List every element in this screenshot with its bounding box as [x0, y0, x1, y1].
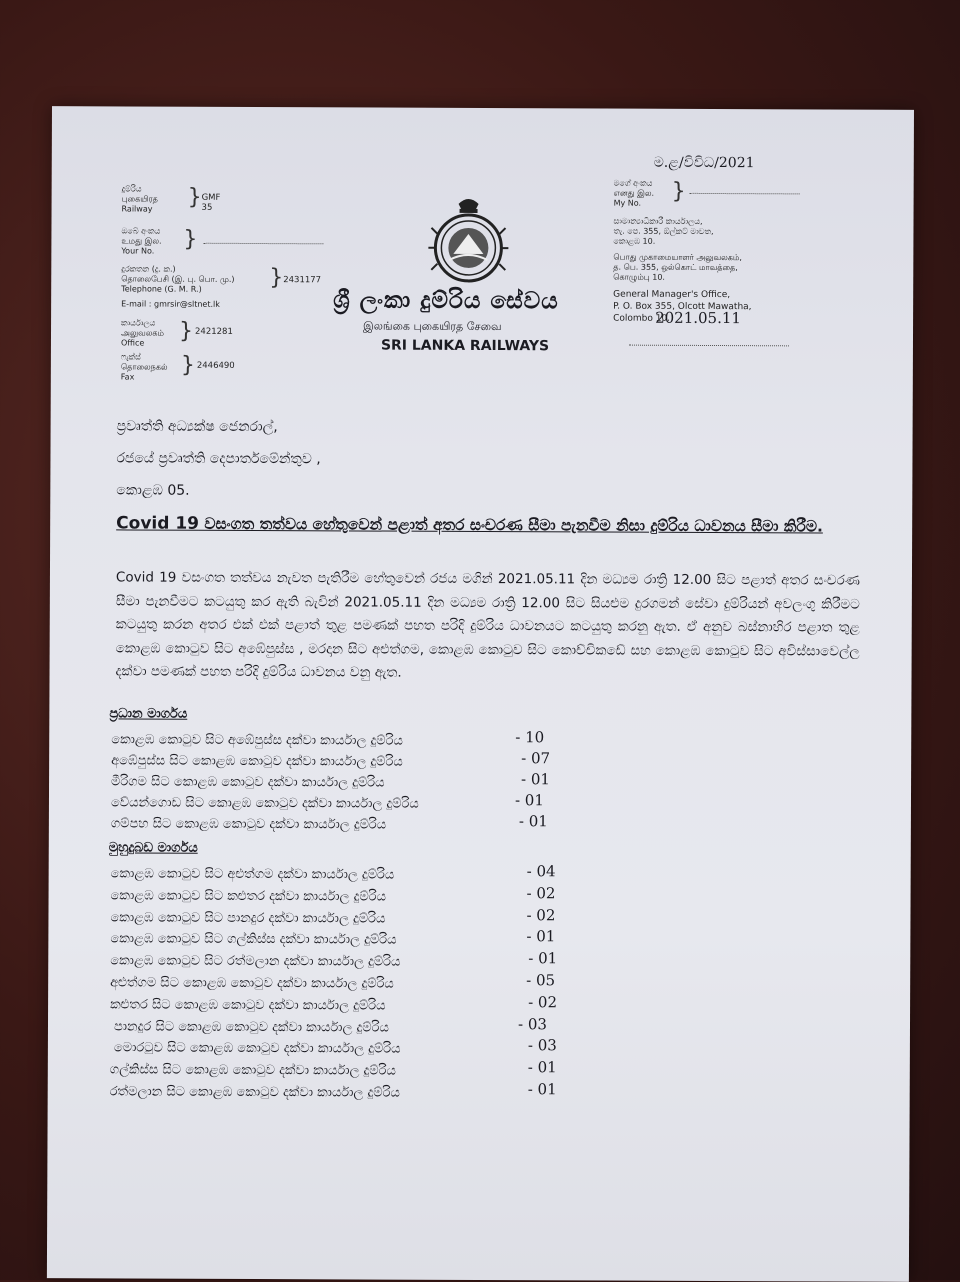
your-no-label-ta: உமது இல.: [121, 236, 161, 246]
train-count: - 01: [528, 1058, 557, 1076]
train-route-item: කොළඹ කොටුව සිට අළුත්ගම දක්වා කාර්යාල දුම්රිය: [111, 866, 395, 882]
your-no-label-en: Your No.: [121, 246, 161, 256]
email-text: E-mail : gmrsir@sltnet.lk: [121, 299, 234, 309]
train-route-item: කොළඹ කොටුව සිට පානදුර දක්වා කාර්යාල දුම්රිය: [110, 910, 385, 926]
railway-label-si: දුම්රිය: [122, 184, 158, 194]
train-route-item: මොරටුව සිට කොළඹ කොටුව දක්වා කාර්යාල දුම්රිය: [114, 1041, 401, 1057]
letter-subject: [116, 508, 856, 541]
office-label-si: කාර්යාලය: [121, 318, 164, 328]
telephone-value: 2431177: [283, 275, 321, 285]
letter-page: [47, 106, 914, 1282]
org-name-sinhala: ශ්‍රී ලංකා දුම්රිය සේවය: [333, 287, 559, 314]
org-name-tamil: இலங்கை புகையிரத சேவை: [363, 319, 502, 335]
office-value: 2421281: [195, 327, 233, 337]
railway-value: GMF 35: [202, 193, 221, 213]
address-en-line: Colombo 10.: [613, 313, 823, 326]
coast-line-list: [52, 106, 914, 110]
letter-body: Covid 19 වසංගත තත්වය නැවත පැතිරීම හේතුවෙන් රජය මගින් 2021.05.11 දින මධ්‍යම රාත්‍රි 12.00 සිට පළාත් අතර සංචරණ සීමා පැනවීමට කටයුතු කර ඇති බැවින් 2021.05.11 දින මධ්‍යම රාත්‍රි 12.00 සිට සියළුම දුරගමන් සේවා දුම්රියන් අවලංගු කිරීමට කටයුතු කරන අතර එක් එක් පළාත් තුළ පමණක් පහත පරිදි දුම්රිය ධාවනයට කටයුතු කරනු ඇත. ඒ අනුව බස්නාහිර පළාත තුළ කොළඹ කොටුව සිට අඹේපුස්ස , මරදාන සිට අළුත්ගම, කොළඹ කොටුව සිට කොච්චිකඩේ සහ කොළඹ කොටුව සිට අවිස්සාවෙල්ල දක්වා පමණක් පහත පරිදි දුම්රිය ධාවනය වනු ඇත.: [115, 566, 860, 687]
telephone-label-en: Telephone (G. M. R.): [121, 284, 234, 294]
fax-label-en: Fax: [121, 372, 168, 382]
train-route-item: රත්මලාන සිට කොළඹ කොටුව දක්වා කාර්යාල දුම්රිය: [110, 1084, 400, 1100]
telephone-field: [121, 264, 234, 309]
address-ta-line: கொழும்பு 10.: [613, 273, 823, 284]
coast-line-heading: මුහුදුබඩ මාර්ගය: [109, 840, 198, 855]
your-no-label-si: ඔබේ අංකය: [121, 226, 161, 236]
your-no-field: [121, 226, 161, 256]
train-count: - 02: [527, 884, 556, 902]
train-route-item: කොළඹ කොටුව සිට අඹේපුස්ස දක්වා කාර්යාල දුම්රිය: [111, 732, 403, 748]
train-route-item: කළුතර සිට කොළඹ කොටුව දක්වා කාර්යාල දුම්රිය: [110, 997, 385, 1013]
train-route-item: වේයන්ගොඩ සිට කොළඹ කොටුව දක්වා කාර්යාල දුම්රිය: [111, 795, 419, 811]
main-line-list: [52, 106, 914, 110]
brace-icon: }: [179, 321, 193, 343]
office-label-en: Office: [121, 338, 164, 348]
address-si-line: සාමාන්‍යාධිකාරී කාර්යාලය,: [613, 217, 823, 228]
fax-field: [121, 352, 168, 382]
brace-icon: }: [672, 181, 686, 203]
railway-crest-logo: [423, 194, 513, 284]
train-count: - 01: [521, 770, 550, 788]
train-route-item: පානදුර සිට කොළඹ කොටුව දක්වා කාර්යාල දුම්රිය: [114, 1019, 389, 1035]
train-count: - 07: [521, 749, 550, 767]
my-no-label-ta: எனது இல.: [614, 189, 654, 199]
train-route-item: කොළඹ කොටුව සිට කළුතර දක්වා කාර්යාල දුම්රිය: [111, 888, 386, 904]
train-count: - 02: [528, 993, 557, 1011]
railway-label-en: Railway: [122, 204, 158, 214]
my-no-label-si: මගේ අංකය: [614, 179, 654, 189]
fax-value: 2446490: [197, 361, 235, 371]
org-name-english: SRI LANKA RAILWAYS: [381, 338, 549, 355]
train-route-item: ගම්පහ සිට කොළඹ කොටුව දක්වා කාර්යාල දුම්රිය: [111, 816, 386, 832]
address-en-line: P. O. Box 355, Olcott Mawatha,: [613, 301, 823, 314]
addressee-line: ප්‍රවෘත්ති අධ්‍යක්ෂ ජෙනරාල්,: [117, 418, 278, 435]
address-ta-line: பொது முகாமையாளர் அலுவலகம்,: [613, 253, 823, 264]
train-count: - 01: [526, 928, 555, 946]
brace-icon: }: [269, 267, 283, 289]
train-count: - 01: [519, 812, 548, 830]
my-no-dotted-line: [690, 193, 800, 194]
train-route-item: කොළඹ කොටුව සිට ගල්කිස්ස දක්වා කාර්යාල දුම්රිය: [110, 932, 396, 948]
train-count: - 01: [528, 949, 557, 967]
railway-field: [122, 184, 158, 214]
subject-text: වසංගත තත්වය හේතුවෙන් පළාත් අතර සංචරණ සීමා පැනවීම නිසා දුම්රිය ධාවනය සීමා කිරීම.: [199, 515, 823, 536]
office-label-ta: அலுவலகம்: [121, 328, 164, 338]
fax-label-ta: தொலைநகல்: [121, 362, 168, 372]
train-count: - 02: [526, 906, 555, 924]
main-line-heading: ප්‍රධාන මාර්ගය: [109, 706, 187, 721]
reference-number: ම.ළ/විවිධ/2021: [654, 155, 755, 171]
my-no-label-en: My No.: [614, 199, 654, 209]
train-count: - 04: [527, 862, 556, 880]
brace-icon: }: [188, 187, 202, 209]
office-field: [121, 318, 164, 348]
address-ta-line: த. பெ. 355, ஒல்கொட் மாவத்தை,: [613, 263, 823, 274]
train-count: - 03: [528, 1037, 557, 1055]
train-count: - 10: [515, 728, 544, 746]
letter-date: 2021.05.11: [655, 309, 741, 327]
train-route-item: ගල්කිස්ස සිට කොළඹ කොටුව දක්වා කාර්යාල දුම්රිය: [110, 1063, 396, 1079]
fax-label-si: ෆැක්ස්: [121, 352, 168, 362]
date-dotted-line: [629, 345, 789, 347]
train-route-item: කොළඹ කොටුව සිට රත්මලාන දක්වා කාර්යාල දුම්රිය: [110, 954, 400, 970]
brace-icon: }: [181, 355, 195, 377]
train-count: - 01: [515, 791, 544, 809]
railway-label-ta: புகையிரத: [122, 194, 158, 204]
train-route-item: මීරිගම සිට කොළඹ කොටුව දක්වා කාර්යාල දුම්රිය: [111, 774, 385, 790]
train-count: - 05: [526, 971, 555, 989]
your-no-dotted-line: [203, 243, 323, 245]
addressee-line: කොළඹ 05.: [116, 482, 189, 498]
brace-icon: }: [183, 229, 197, 251]
telephone-label-si: දුරකතන (දු. ක.): [121, 264, 234, 274]
address-si-line: තැ. පෙ. 355, ඕල්කට් මාවත,: [613, 227, 823, 238]
address-si-line: කොළඹ 10.: [613, 237, 823, 248]
train-route-item: අඹේපුස්ස සිට කොළඹ කොටුව දක්වා කාර්යාල දුම්රිය: [111, 753, 403, 769]
telephone-label-ta: தொலைபேசி (இ. பு. பொ. மு.): [121, 274, 234, 284]
train-count: - 03: [518, 1015, 547, 1033]
addressee-line: රජයේ ප්‍රවෘත්ති දෙපාර්තමේන්තුව ,: [116, 450, 320, 467]
train-count: - 01: [528, 1080, 557, 1098]
address-en-line: General Manager's Office,: [613, 289, 823, 302]
train-route-item: අළුත්ගම සිට කොළඹ කොටුව දක්වා කාර්යාල දුම්රිය: [110, 975, 394, 991]
my-no-field: [614, 179, 655, 209]
subject-lead: Covid 19: [116, 513, 199, 533]
